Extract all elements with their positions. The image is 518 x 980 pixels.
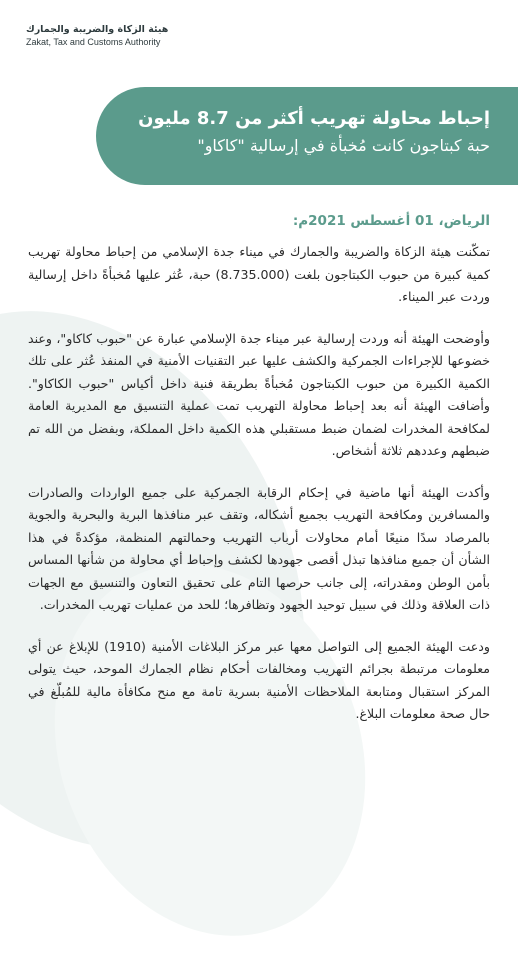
headline: إحباط محاولة تهريب أكثر من 8.7 مليون	[138, 108, 490, 129]
authority-logo	[26, 24, 168, 47]
article-body	[28, 213, 490, 745]
paragraph-2: وأوضحت الهيئة أنه وردت إرسالية عبر ميناء جدة الإسلامي عبارة عن "حبوب كاكاو"، وعند خضوعها للإجراءات الجمركية والكشف عليها عبر التقنيات الأمنية في المنفذ عُثر على تلك الكمية الكبيرة من حبوب الكبتاجون مُخبأةً بطريقة فنية داخل أكياس "حبوب الكاكاو". وأضافت الهيئة أنه بعد إحباط محاولة التهريب تمت عملية التنسيق مع المديرية العامة لمكافحة المخدرات لضمان ضبط مستقبلي هذه الكمية داخل المملكة، وبفضل من الله تم ضبطهم وعددهم ثلاثة أشخاص.	[28, 330, 490, 458]
paragraph-3: وأكدت الهيئة أنها ماضية في إحكام الرقابة الجمركية على جميع الواردات والصادرات والمسافرين ومكافحة التهريب بجميع أشكاله، وتقف عبر منافذها البرية والبحرية والجوية بالمرصاد سدًا منيعًا أمام محاولات أرباب التهريب وحمالتهم المنظمة، مؤكدةً في هذا الشأن أن جميع منافذها تبذل أقصى جهودها لكشف وإحباط أي محاولة من شأنها المساس بأمن الوطن ومقدراته، إلى جانب حرصها التام على تحقيق التعاون والتنسيق مع الجهات ذات العلاقة وذلك في سبيل توحيد الجهود وتظافرها؛ للحد من عمليات تهريب المخدرات.	[28, 484, 490, 612]
headline-banner	[96, 87, 518, 185]
paragraph-1: تمكّنت هيئة الزكاة والضريبة والجمارك في ميناء جدة الإسلامي من إحباط محاولة تهريب كمية كبيرة من حبوب الكبتاجون بلغت (8.735.000) حبة، عُثر عليها مُخبأةً داخل إرسالية وردت عبر الميناء.	[28, 244, 490, 304]
logo-arabic-text: هيئة الزكاة والضريبة والجمارك	[26, 24, 169, 35]
paragraph-4: ودعت الهيئة الجميع إلى التواصل معها عبر مركز البلاغات الأمنية (1910) للإبلاغ عن أي معلومات مرتبطة بجرائم التهريب ومخالفات أحكام نظام الجمارك الموحد، حيث يتولى المركز استقبال ومتابعة الملاحظات الأمنية بسرية تامة مع منح مكافأة مالية للمُبلّغ في حال صحة معلومات البلاغ.	[28, 638, 490, 721]
subheadline: حبة كبتاجون كانت مُخبأة في إرسالية "كاكاو"	[197, 136, 490, 155]
dateline: الرياض، 01 أغسطس 2021م:	[292, 213, 490, 229]
logo-english-text: Zakat, Tax and Customs Authority	[26, 37, 161, 47]
